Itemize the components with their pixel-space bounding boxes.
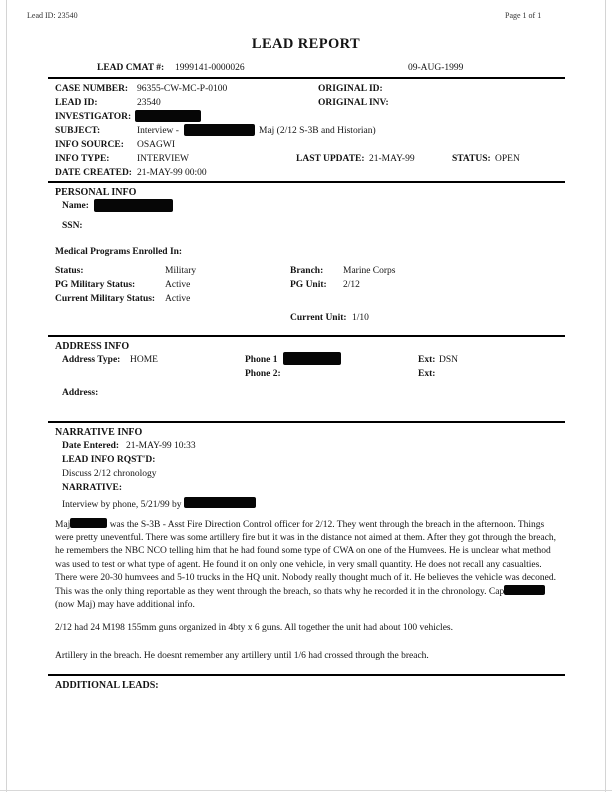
status-value-personal: Military: [165, 266, 197, 276]
status-value: OPEN: [495, 154, 520, 164]
redaction-box: [94, 199, 173, 212]
redaction-box: [184, 124, 255, 136]
section-divider: [48, 77, 565, 79]
date-entered-label: Date Entered:: [62, 441, 120, 451]
scan-edge-artifact: [605, 0, 606, 792]
pg-military-status-value: Active: [165, 280, 191, 290]
original-id-label: ORIGINAL ID:: [318, 84, 383, 94]
narrative-paragraph-2: 2/12 had 24 M198 155mm guns organized in 4bty x 6 guns. All together the unit had about 100 vehicles.: [55, 623, 453, 633]
section-divider: [48, 674, 565, 676]
ext1-value: DSN: [439, 355, 459, 365]
current-military-status-value: Active: [165, 294, 191, 304]
lead-id-label: LEAD ID:: [55, 98, 98, 108]
subject-label: SUBJECT:: [55, 126, 101, 136]
name-label: Name:: [62, 201, 89, 211]
section-divider: [48, 421, 565, 423]
interview-line: [62, 497, 462, 512]
status-label-personal: Status:: [55, 266, 84, 276]
pg-unit-value: 2/12: [343, 280, 360, 290]
cmat-label: LEAD CMAT #:: [97, 63, 165, 73]
redaction-box: [135, 110, 201, 122]
address-type-label: Address Type:: [62, 355, 121, 365]
narrative-text: was the S-3B - Asst Fire Direction Control officer for 2/12. They went through the breach in the afternoon. Things were pretty uneventful. There was some artillery fire but it was in the distance not aimed at them. After they got through the breach, he remembers the NBC NCO telling him that he had found some type of CWA on one of the Humvees. He is unclear what method was used to test or what type of agent. He found it on only one vehicle, in very small quantity. He does not recall any casualties. There were 20-30 humvees and 5-10 trucks in the HQ unit. Nobody really thought much of it. He believes the vehicle was deconed. This was the only thing reportable as they went through the breach, so thats why he recorded it in the chronology. Cap: [55, 520, 557, 598]
branch-value: Marine Corps: [343, 266, 396, 276]
phone2-label: Phone 2:: [245, 369, 281, 379]
ssn-label: SSN:: [62, 221, 83, 231]
cmat-value: 1999141-0000026: [175, 63, 245, 73]
scan-edge-artifact: [0, 790, 612, 791]
lead-info-rqstd-label: LEAD INFO RQST'D:: [62, 455, 156, 465]
info-type-label: INFO TYPE:: [55, 154, 110, 164]
info-type-value: INTERVIEW: [137, 154, 189, 164]
case-number-label: CASE NUMBER:: [55, 84, 129, 94]
section-divider: [48, 181, 565, 183]
address-type-value: HOME: [130, 355, 158, 365]
redaction-box: [70, 518, 107, 528]
interview-line-text: Interview by phone, 5/21/99 by: [62, 500, 184, 510]
narrative-paragraph-3: Artillery in the breach. He doesnt remember any artillery until 1/6 had crossed through the breach.: [55, 651, 429, 661]
report-date: 09-AUG-1999: [408, 63, 464, 73]
branch-label: Branch:: [290, 266, 324, 276]
ext1-label: Ext:: [418, 355, 436, 365]
personal-info-heading: PERSONAL INFO: [55, 187, 137, 198]
medical-programs-label: Medical Programs Enrolled In:: [55, 247, 183, 257]
case-number-value: 96355-CW-MC-P-0100: [137, 84, 228, 94]
subject-suffix: Maj (2/12 S-3B and Historian): [259, 126, 376, 136]
scan-edge-artifact: [6, 0, 7, 792]
narrative-text: (now Maj) may have additional info.: [55, 600, 195, 611]
info-source-label: INFO SOURCE:: [55, 140, 124, 150]
subject-prefix: Interview -: [137, 126, 179, 136]
section-divider: [48, 335, 565, 337]
date-entered-value: 21-MAY-99 10:33: [126, 441, 196, 451]
pg-unit-label: PG Unit:: [290, 280, 327, 290]
narrative-paragraph-1: [55, 518, 563, 612]
redaction-box: [504, 585, 545, 595]
address-label: Address:: [62, 388, 99, 398]
narrative-text: Maj: [55, 520, 71, 530]
last-update-value: 21-MAY-99: [369, 154, 415, 164]
current-military-status-label: Current Military Status:: [55, 294, 156, 304]
investigator-label: INVESTIGATOR:: [55, 112, 132, 122]
current-unit-label: Current Unit:: [290, 313, 347, 323]
additional-leads-heading: ADDITIONAL LEADS:: [55, 680, 159, 691]
date-created-value: 21-MAY-99 00:00: [137, 168, 207, 178]
pg-military-status-label: PG Military Status:: [55, 280, 136, 290]
original-inv-label: ORIGINAL INV:: [318, 98, 389, 108]
current-unit-value: 1/10: [352, 313, 369, 323]
info-source-value: OSAGWI: [137, 140, 175, 150]
last-update-label: LAST UPDATE:: [296, 154, 365, 164]
lead-id-corner: Lead ID: 23540: [27, 11, 78, 20]
address-info-heading: ADDRESS INFO: [55, 341, 130, 352]
redaction-box: [184, 497, 256, 508]
status-label: STATUS:: [452, 154, 491, 164]
date-created-label: DATE CREATED:: [55, 168, 132, 178]
ext2-label: Ext:: [418, 369, 436, 379]
page-title: LEAD REPORT: [251, 36, 361, 52]
redaction-box: [283, 352, 341, 365]
narrative-info-heading: NARRATIVE INFO: [55, 427, 143, 438]
narrative-label: NARRATIVE:: [62, 483, 122, 493]
lead-info-rqstd-value: Discuss 2/12 chronology: [62, 469, 157, 479]
phone1-label: Phone 1: [245, 355, 278, 365]
page-number: Page 1 of 1: [505, 11, 542, 20]
lead-id-value: 23540: [137, 98, 161, 108]
